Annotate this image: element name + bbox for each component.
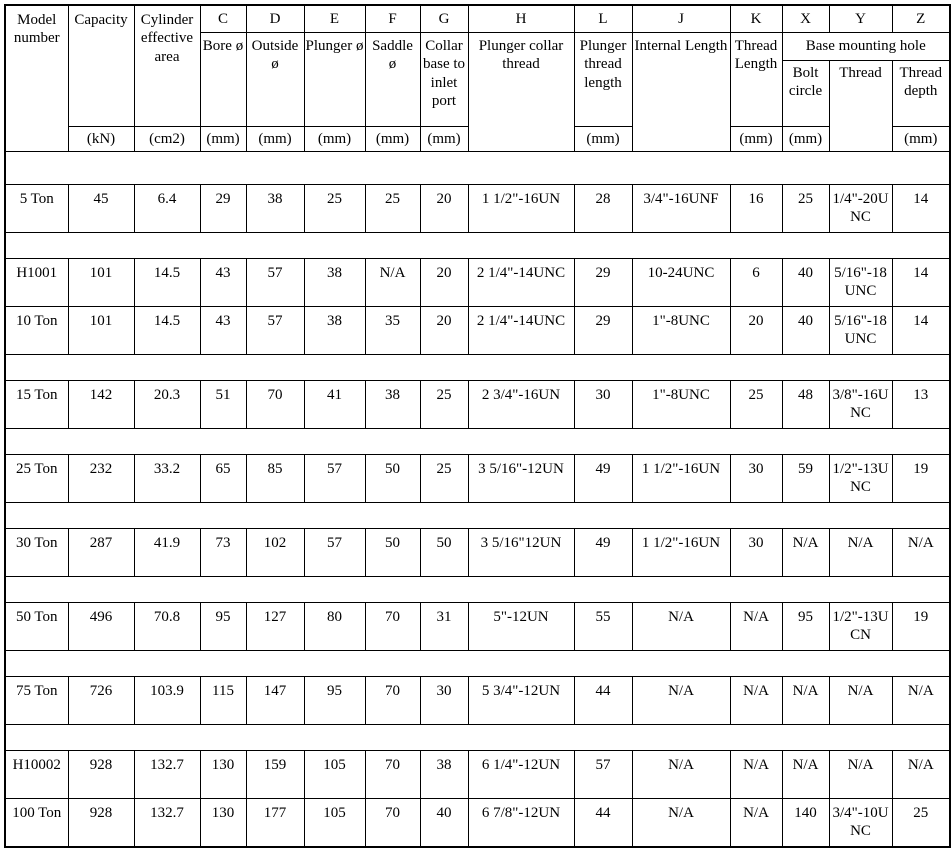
col-header-bolt-circle: Bolt circle: [782, 61, 829, 127]
cell-5-ton-z: 14: [892, 185, 950, 233]
col-group-base-mounting-hole: Base mounting hole: [782, 33, 950, 61]
cell-5-ton-h: 1 1/2"-16UN: [468, 185, 574, 233]
unit-saddle: (mm): [365, 127, 420, 152]
cell-75-ton-model: 75 Ton: [5, 677, 68, 725]
cell-h1001-y: 5/16"-18UNC: [829, 259, 892, 307]
col-header-model-number: Model number: [5, 5, 68, 152]
cell-50-ton-d: 127: [246, 603, 304, 651]
cell-25-ton-f: 50: [365, 455, 420, 503]
cell-5-ton-d: 38: [246, 185, 304, 233]
cell-10-ton-z: 14: [892, 307, 950, 355]
spacer-row: [5, 577, 950, 603]
cell-15-ton-model: 15 Ton: [5, 381, 68, 429]
cell-10-ton-k: 20: [730, 307, 782, 355]
cell-25-ton-e: 57: [304, 455, 365, 503]
cell-100-ton-k: N/A: [730, 799, 782, 848]
table-row-30-ton: [5, 529, 950, 577]
cell-30-ton-y: N/A: [829, 529, 892, 577]
cell-100-ton-capacity: 928: [68, 799, 134, 848]
col-letter-x: X: [782, 5, 829, 33]
cell-100-ton-area: 132.7: [134, 799, 200, 848]
cell-15-ton-g: 25: [420, 381, 468, 429]
spacer-cell: [5, 503, 950, 529]
cell-5-ton-area: 6.4: [134, 185, 200, 233]
cell-5-ton-y: 1/4"-20UNC: [829, 185, 892, 233]
table-row-h1001: [5, 259, 950, 307]
spacer-row: [5, 355, 950, 381]
spacer-cell: [5, 651, 950, 677]
cylinder-spec-table: [4, 4, 951, 848]
col-header-plunger-collar-thread: Plunger collar thread: [468, 33, 574, 152]
cell-50-ton-model: 50 Ton: [5, 603, 68, 651]
cell-25-ton-k: 30: [730, 455, 782, 503]
unit-thread-length: (mm): [730, 127, 782, 152]
cell-15-ton-j: 1"-8UNC: [632, 381, 730, 429]
unit-plunger-thread-length: (mm): [574, 127, 632, 152]
cell-15-ton-e: 41: [304, 381, 365, 429]
table-header: [5, 5, 950, 152]
cell-h1001-c: 43: [200, 259, 246, 307]
cell-15-ton-c: 51: [200, 381, 246, 429]
cell-50-ton-area: 70.8: [134, 603, 200, 651]
cell-100-ton-f: 70: [365, 799, 420, 848]
cell-h10002-j: N/A: [632, 751, 730, 799]
cell-h1001-x: 40: [782, 259, 829, 307]
col-letter-f: F: [365, 5, 420, 33]
cell-25-ton-capacity: 232: [68, 455, 134, 503]
cell-10-ton-d: 57: [246, 307, 304, 355]
cell-50-ton-g: 31: [420, 603, 468, 651]
cell-75-ton-capacity: 726: [68, 677, 134, 725]
spacer-cell: [5, 429, 950, 455]
unit-bolt-circle: (mm): [782, 127, 829, 152]
spacer-row: [5, 725, 950, 751]
cell-15-ton-h: 2 3/4"-16UN: [468, 381, 574, 429]
unit-capacity: (kN): [68, 127, 134, 152]
cell-100-ton-z: 25: [892, 799, 950, 848]
cell-15-ton-z: 13: [892, 381, 950, 429]
cell-h10002-f: 70: [365, 751, 420, 799]
cell-30-ton-x: N/A: [782, 529, 829, 577]
spacer-cell: [5, 355, 950, 381]
spacer-cell: [5, 725, 950, 751]
cell-h1001-f: N/A: [365, 259, 420, 307]
table-row-100-ton: [5, 799, 950, 848]
cell-h1001-capacity: 101: [68, 259, 134, 307]
cell-75-ton-z: N/A: [892, 677, 950, 725]
cell-10-ton-l: 29: [574, 307, 632, 355]
cell-100-ton-g: 40: [420, 799, 468, 848]
col-letter-c: C: [200, 5, 246, 33]
cell-10-ton-c: 43: [200, 307, 246, 355]
cell-15-ton-capacity: 142: [68, 381, 134, 429]
cell-5-ton-c: 29: [200, 185, 246, 233]
unit-collar-base: (mm): [420, 127, 468, 152]
col-letter-l: L: [574, 5, 632, 33]
table-row-25-ton: [5, 455, 950, 503]
cell-5-ton-e: 25: [304, 185, 365, 233]
cell-50-ton-c: 95: [200, 603, 246, 651]
cell-30-ton-j: 1 1/2"-16UN: [632, 529, 730, 577]
spacer-cell: [5, 577, 950, 603]
col-letter-j: J: [632, 5, 730, 33]
col-header-internal-length: Internal Length: [632, 33, 730, 152]
cell-25-ton-d: 85: [246, 455, 304, 503]
cell-30-ton-g: 50: [420, 529, 468, 577]
col-letter-d: D: [246, 5, 304, 33]
cell-h10002-g: 38: [420, 751, 468, 799]
cell-75-ton-j: N/A: [632, 677, 730, 725]
cell-100-ton-x: 140: [782, 799, 829, 848]
unit-area: (cm2): [134, 127, 200, 152]
cell-10-ton-e: 38: [304, 307, 365, 355]
cell-25-ton-c: 65: [200, 455, 246, 503]
cell-15-ton-d: 70: [246, 381, 304, 429]
cell-50-ton-k: N/A: [730, 603, 782, 651]
cell-25-ton-model: 25 Ton: [5, 455, 68, 503]
col-letter-z: Z: [892, 5, 950, 33]
cell-30-ton-area: 41.9: [134, 529, 200, 577]
cell-10-ton-f: 35: [365, 307, 420, 355]
cell-75-ton-area: 103.9: [134, 677, 200, 725]
cell-25-ton-x: 59: [782, 455, 829, 503]
cell-10-ton-y: 5/16"-18UNC: [829, 307, 892, 355]
cell-25-ton-area: 33.2: [134, 455, 200, 503]
cell-h10002-e: 105: [304, 751, 365, 799]
cell-25-ton-l: 49: [574, 455, 632, 503]
cell-5-ton-k: 16: [730, 185, 782, 233]
cell-75-ton-h: 5 3/4"-12UN: [468, 677, 574, 725]
cell-100-ton-y: 3/4"-10UNC: [829, 799, 892, 848]
col-header-capacity: Capacity: [68, 5, 134, 127]
cell-75-ton-g: 30: [420, 677, 468, 725]
cell-h10002-area: 132.7: [134, 751, 200, 799]
cell-100-ton-e: 105: [304, 799, 365, 848]
cell-h10002-capacity: 928: [68, 751, 134, 799]
spacer-row: [5, 429, 950, 455]
cell-h1001-h: 2 1/4"-14UNC: [468, 259, 574, 307]
cell-h10002-c: 130: [200, 751, 246, 799]
cell-15-ton-l: 30: [574, 381, 632, 429]
cell-25-ton-z: 19: [892, 455, 950, 503]
cell-h10002-d: 159: [246, 751, 304, 799]
cell-100-ton-c: 130: [200, 799, 246, 848]
spacer-cell: [5, 233, 950, 259]
cell-10-ton-h: 2 1/4"-14UNC: [468, 307, 574, 355]
cell-h1001-k: 6: [730, 259, 782, 307]
spacer-row: [5, 233, 950, 259]
cell-5-ton-f: 25: [365, 185, 420, 233]
cell-h1001-e: 38: [304, 259, 365, 307]
cell-30-ton-z: N/A: [892, 529, 950, 577]
cell-15-ton-f: 38: [365, 381, 420, 429]
cell-h10002-k: N/A: [730, 751, 782, 799]
col-letter-g: G: [420, 5, 468, 33]
table-row-10-ton: [5, 307, 950, 355]
cell-50-ton-capacity: 496: [68, 603, 134, 651]
spacer-cell: [5, 152, 950, 185]
cell-50-ton-x: 95: [782, 603, 829, 651]
cell-100-ton-j: N/A: [632, 799, 730, 848]
col-header-outside-diameter: Outside ø: [246, 33, 304, 127]
cell-30-ton-d: 102: [246, 529, 304, 577]
cell-50-ton-y: 1/2"-13UCN: [829, 603, 892, 651]
col-header-collar-base-to-inlet-port: Collar base to inlet port: [420, 33, 468, 127]
unit-outside: (mm): [246, 127, 304, 152]
cell-15-ton-area: 20.3: [134, 381, 200, 429]
cell-10-ton-x: 40: [782, 307, 829, 355]
cell-75-ton-y: N/A: [829, 677, 892, 725]
cell-75-ton-x: N/A: [782, 677, 829, 725]
header-row-letters: [5, 5, 950, 33]
cell-5-ton-model: 5 Ton: [5, 185, 68, 233]
cell-30-ton-h: 3 5/16"12UN: [468, 529, 574, 577]
table-row-h10002: [5, 751, 950, 799]
cell-100-ton-model: 100 Ton: [5, 799, 68, 848]
cell-75-ton-f: 70: [365, 677, 420, 725]
col-letter-y: Y: [829, 5, 892, 33]
cell-10-ton-area: 14.5: [134, 307, 200, 355]
spacer-row: [5, 503, 950, 529]
cell-h1001-j: 10-24UNC: [632, 259, 730, 307]
col-header-bore-diameter: Bore ø: [200, 33, 246, 127]
cell-10-ton-model: 10 Ton: [5, 307, 68, 355]
cell-25-ton-j: 1 1/2"-16UN: [632, 455, 730, 503]
cell-30-ton-k: 30: [730, 529, 782, 577]
cell-30-ton-capacity: 287: [68, 529, 134, 577]
cell-75-ton-d: 147: [246, 677, 304, 725]
table-body: [5, 152, 950, 848]
cell-15-ton-y: 3/8"-16UNC: [829, 381, 892, 429]
col-letter-h: H: [468, 5, 574, 33]
col-letter-k: K: [730, 5, 782, 33]
cell-30-ton-c: 73: [200, 529, 246, 577]
cell-100-ton-d: 177: [246, 799, 304, 848]
col-letter-e: E: [304, 5, 365, 33]
cell-15-ton-x: 48: [782, 381, 829, 429]
col-header-base-thread: Thread: [829, 61, 892, 152]
cell-10-ton-capacity: 101: [68, 307, 134, 355]
unit-plunger: (mm): [304, 127, 365, 152]
cell-50-ton-e: 80: [304, 603, 365, 651]
table-row-50-ton: [5, 603, 950, 651]
col-header-plunger-diameter: Plunger ø: [304, 33, 365, 127]
cell-25-ton-g: 25: [420, 455, 468, 503]
col-header-cylinder-effective-area: Cylinder effective area: [134, 5, 200, 127]
unit-thread-depth: (mm): [892, 127, 950, 152]
cell-5-ton-capacity: 45: [68, 185, 134, 233]
cell-30-ton-l: 49: [574, 529, 632, 577]
col-header-thread-depth: Thread depth: [892, 61, 950, 127]
cell-50-ton-l: 55: [574, 603, 632, 651]
cell-100-ton-h: 6 7/8"-12UN: [468, 799, 574, 848]
table-row-5-ton: [5, 185, 950, 233]
cell-50-ton-h: 5"-12UN: [468, 603, 574, 651]
cell-50-ton-z: 19: [892, 603, 950, 651]
col-header-saddle-diameter: Saddle ø: [365, 33, 420, 127]
cell-75-ton-k: N/A: [730, 677, 782, 725]
cell-h10002-h: 6 1/4"-12UN: [468, 751, 574, 799]
table-row-75-ton: [5, 677, 950, 725]
cell-15-ton-k: 25: [730, 381, 782, 429]
cell-h1001-g: 20: [420, 259, 468, 307]
cell-5-ton-j: 3/4"-16UNF: [632, 185, 730, 233]
cell-h10002-x: N/A: [782, 751, 829, 799]
cell-10-ton-g: 20: [420, 307, 468, 355]
cell-50-ton-f: 70: [365, 603, 420, 651]
cell-h1001-model: H1001: [5, 259, 68, 307]
cell-h10002-z: N/A: [892, 751, 950, 799]
cell-10-ton-j: 1"-8UNC: [632, 307, 730, 355]
cell-25-ton-y: 1/2"-13UNC: [829, 455, 892, 503]
cell-h1001-d: 57: [246, 259, 304, 307]
cell-h10002-l: 57: [574, 751, 632, 799]
cell-5-ton-x: 25: [782, 185, 829, 233]
cell-h10002-y: N/A: [829, 751, 892, 799]
unit-bore: (mm): [200, 127, 246, 152]
cell-30-ton-e: 57: [304, 529, 365, 577]
cell-30-ton-f: 50: [365, 529, 420, 577]
cell-h1001-l: 29: [574, 259, 632, 307]
cell-100-ton-l: 44: [574, 799, 632, 848]
cell-h10002-model: H10002: [5, 751, 68, 799]
col-header-thread-length: Thread Length: [730, 33, 782, 127]
col-header-plunger-thread-length: Plunger thread length: [574, 33, 632, 127]
cell-75-ton-l: 44: [574, 677, 632, 725]
cell-75-ton-c: 115: [200, 677, 246, 725]
cell-25-ton-h: 3 5/16"-12UN: [468, 455, 574, 503]
cell-50-ton-j: N/A: [632, 603, 730, 651]
cell-h1001-z: 14: [892, 259, 950, 307]
cell-5-ton-g: 20: [420, 185, 468, 233]
cell-h1001-area: 14.5: [134, 259, 200, 307]
cell-30-ton-model: 30 Ton: [5, 529, 68, 577]
spacer-row: [5, 152, 950, 185]
spacer-row: [5, 651, 950, 677]
cell-75-ton-e: 95: [304, 677, 365, 725]
cell-5-ton-l: 28: [574, 185, 632, 233]
table-row-15-ton: [5, 381, 950, 429]
